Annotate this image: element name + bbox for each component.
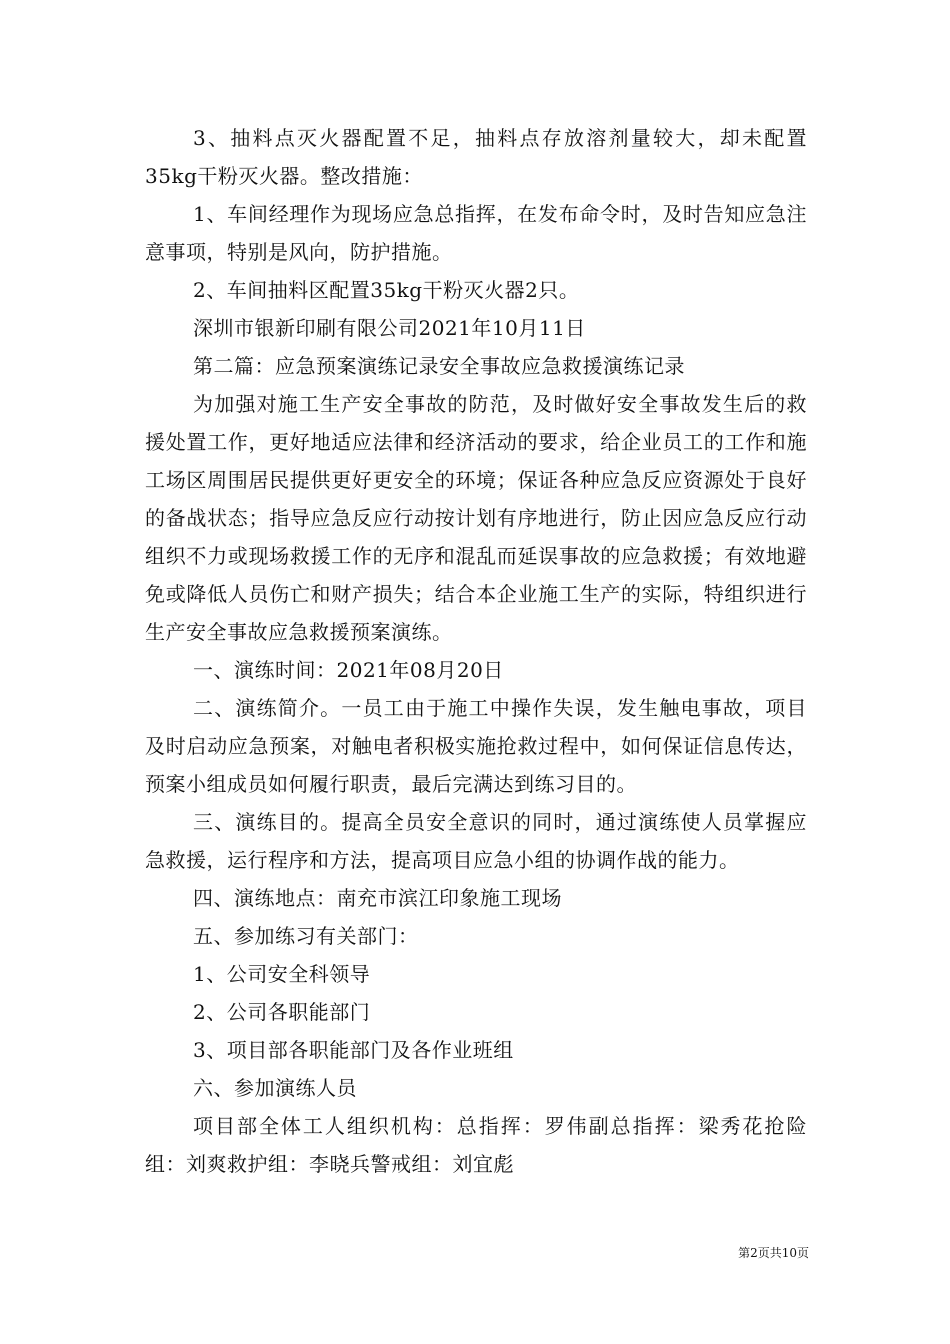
paragraph-measure-1: 1、车间经理作为现场应急总指挥，在发布命令时，及时告知应急注意事项，特别是风向，防护措施。 [145, 202, 807, 264]
section-title-part-two: 第二篇：应急预案演练记录安全事故应急救援演练记录 [193, 354, 685, 378]
document-body [145, 119, 807, 1183]
paragraph-drill-time: 一、演练时间：2021年08月20日 [193, 658, 504, 682]
paragraph-measure-2: 2、车间抽料区配置35kg干粉灭火器2只。 [193, 278, 580, 302]
paragraph-department-3: 3、项目部各职能部门及各作业班组 [193, 1038, 514, 1062]
paragraph-signature-date: 深圳市银新印刷有限公司2021年10月11日 [193, 316, 586, 340]
paragraph-purpose-intro: 为加强对施工生产安全事故的防范，及时做好安全事故发生后的救援处置工作，更好地适应法律和经济活动的要求，给企业员工的工作和施工场区周围居民提供更好更安全的环境；保证各种应急反应资源处于良好的备战状态；指导应急反应行动按计划有序地进行，防止因应急反应行动组织不力或现场救援工作的无序和混乱而延误事故的应急救援；有效地避免或降低人员伤亡和财产损失；结合本企业施工生产的实际，特组织进行生产安全事故应急救援预案演练。 [145, 392, 807, 644]
paragraph-fire-extinguisher-issue: 3、抽料点灭火器配置不足，抽料点存放溶剂量较大，却未配置35kg干粉灭火器。整改措施： [145, 126, 807, 188]
paragraph-drill-objective: 三、演练目的。提高全员安全意识的同时，通过演练使人员掌握应急救援，运行程序和方法，提高项目应急小组的协调作战的能力。 [145, 810, 807, 872]
paragraph-participants-heading: 六、参加演练人员 [193, 1076, 357, 1100]
paragraph-drill-location: 四、演练地点：南充市滨江印象施工现场 [193, 886, 562, 910]
page-number: 第2页共10页 [738, 1246, 809, 1260]
paragraph-organization: 项目部全体工人组织机构：总指挥：罗伟副总指挥：梁秀花抢险组：刘爽救护组：李晓兵警戒组：刘宜彪 [145, 1114, 807, 1176]
paragraph-departments-heading: 五、参加练习有关部门： [193, 924, 419, 948]
paragraph-department-1: 1、公司安全科领导 [193, 962, 371, 986]
paragraph-drill-summary: 二、演练简介。一员工由于施工中操作失误，发生触电事故，项目及时启动应急预案，对触电者积极实施抢救过程中，如何保证信息传达，预案小组成员如何履行职责，最后完满达到练习目的。 [145, 696, 807, 796]
paragraph-department-2: 2、公司各职能部门 [193, 1000, 371, 1024]
